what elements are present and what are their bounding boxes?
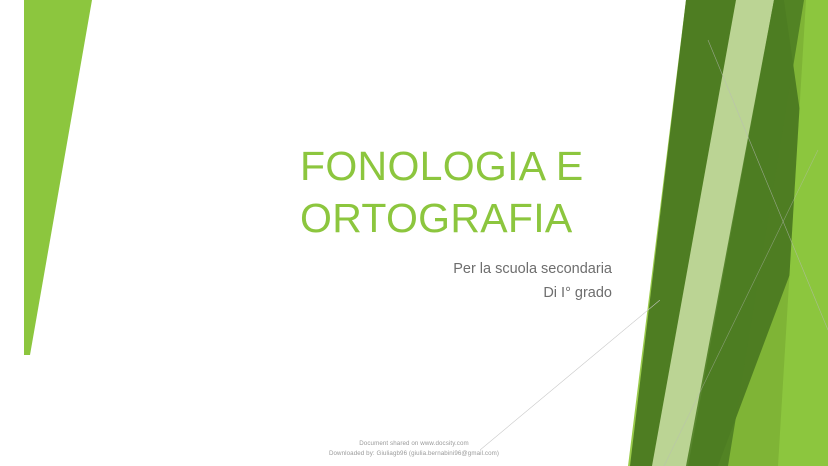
left-green-wedge-decoration	[0, 0, 110, 466]
footer-line-1: Document shared on www.docsity.com	[359, 440, 469, 448]
hairline-decoration	[480, 300, 660, 460]
subtitle-line-1: Per la scuola secondaria	[453, 261, 612, 277]
footer-line-2: Downloaded by: Giuliagb96 (giulia.bernabini96@gmail.com)	[328, 449, 500, 457]
slide-title: FONOLOGIA E ORTOGRAFIA	[300, 143, 584, 242]
footer-watermark	[0, 439, 828, 458]
subtitle-block	[300, 258, 612, 306]
subtitle-line-2: Di I° grado	[543, 284, 612, 301]
title-block	[300, 140, 630, 245]
